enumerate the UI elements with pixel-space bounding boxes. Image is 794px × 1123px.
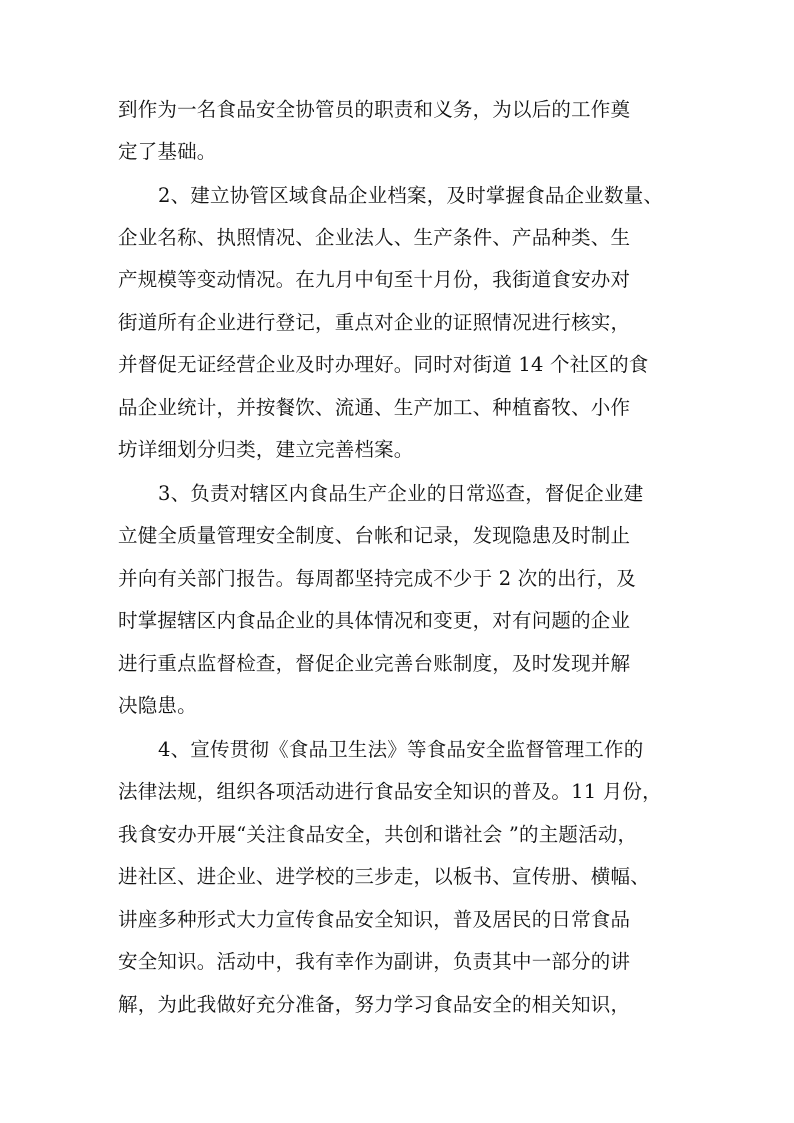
text-line: 时掌握辖区内食品企业的具体情况和变更，对有问题的企业 — [118, 609, 631, 632]
text-line: 定了基础。 — [118, 140, 217, 163]
text-line: 到作为一名食品安全协管员的职责和义务，为以后的工作奠 — [118, 98, 631, 121]
paragraph-4-start: 4、宣传贯彻《食品卫生法》等食品安全监督管理工作的 — [158, 738, 644, 761]
text-line: 街道所有企业进行登记，重点对企业的证照情况进行核实， — [118, 311, 631, 334]
text-line: 企业名称、执照情况、企业法人、生产条件、产品种类、生 — [118, 226, 631, 249]
text-line: 立健全质量管理安全制度、台帐和记录，发现隐患及时制止 — [118, 524, 631, 547]
text-line: 我食安办开展“关注食品安全，共创和谐社会 ”的主题活动， — [118, 823, 638, 846]
text-line: 解，为此我做好充分准备，努力学习食品安全的相关知识， — [118, 993, 631, 1016]
text-line: 品企业统计，并按餐饮、流通、生产加工、种植畜牧、小作 — [118, 396, 631, 419]
text-line: 决隐患。 — [118, 694, 197, 717]
text-line: 并督促无证经营企业及时办理好。同时对街道 14 个社区的食 — [118, 353, 649, 376]
text-line: 法律法规，组织各项活动进行食品安全知识的普及。11 月份， — [118, 780, 662, 803]
text-line: 产规模等变动情况。在九月中旬至十月份，我街道食安办对 — [118, 268, 631, 291]
paragraph-3-start: 3、负责对辖区内食品生产企业的日常巡查，督促企业建 — [158, 482, 644, 505]
text-line: 安全知识。活动中，我有幸作为副讲，负责其中一部分的讲 — [118, 950, 631, 973]
text-line: 坊详细划分归类，建立完善档案。 — [118, 438, 414, 461]
text-line: 进社区、进企业、进学校的三步走，以板书、宣传册、横幅、 — [118, 865, 650, 888]
text-line: 进行重点监督检查，督促企业完善台账制度，及时发现并解 — [118, 652, 631, 675]
paragraph-2-start: 2、建立协管区域食品企业档案，及时掌握食品企业数量、 — [158, 184, 664, 207]
text-line: 讲座多种形式大力宣传食品安全知识，普及居民的日常食品 — [118, 908, 631, 931]
text-line: 并向有关部门报告。每周都坚持完成不少于 2 次的出行，及 — [118, 567, 636, 590]
